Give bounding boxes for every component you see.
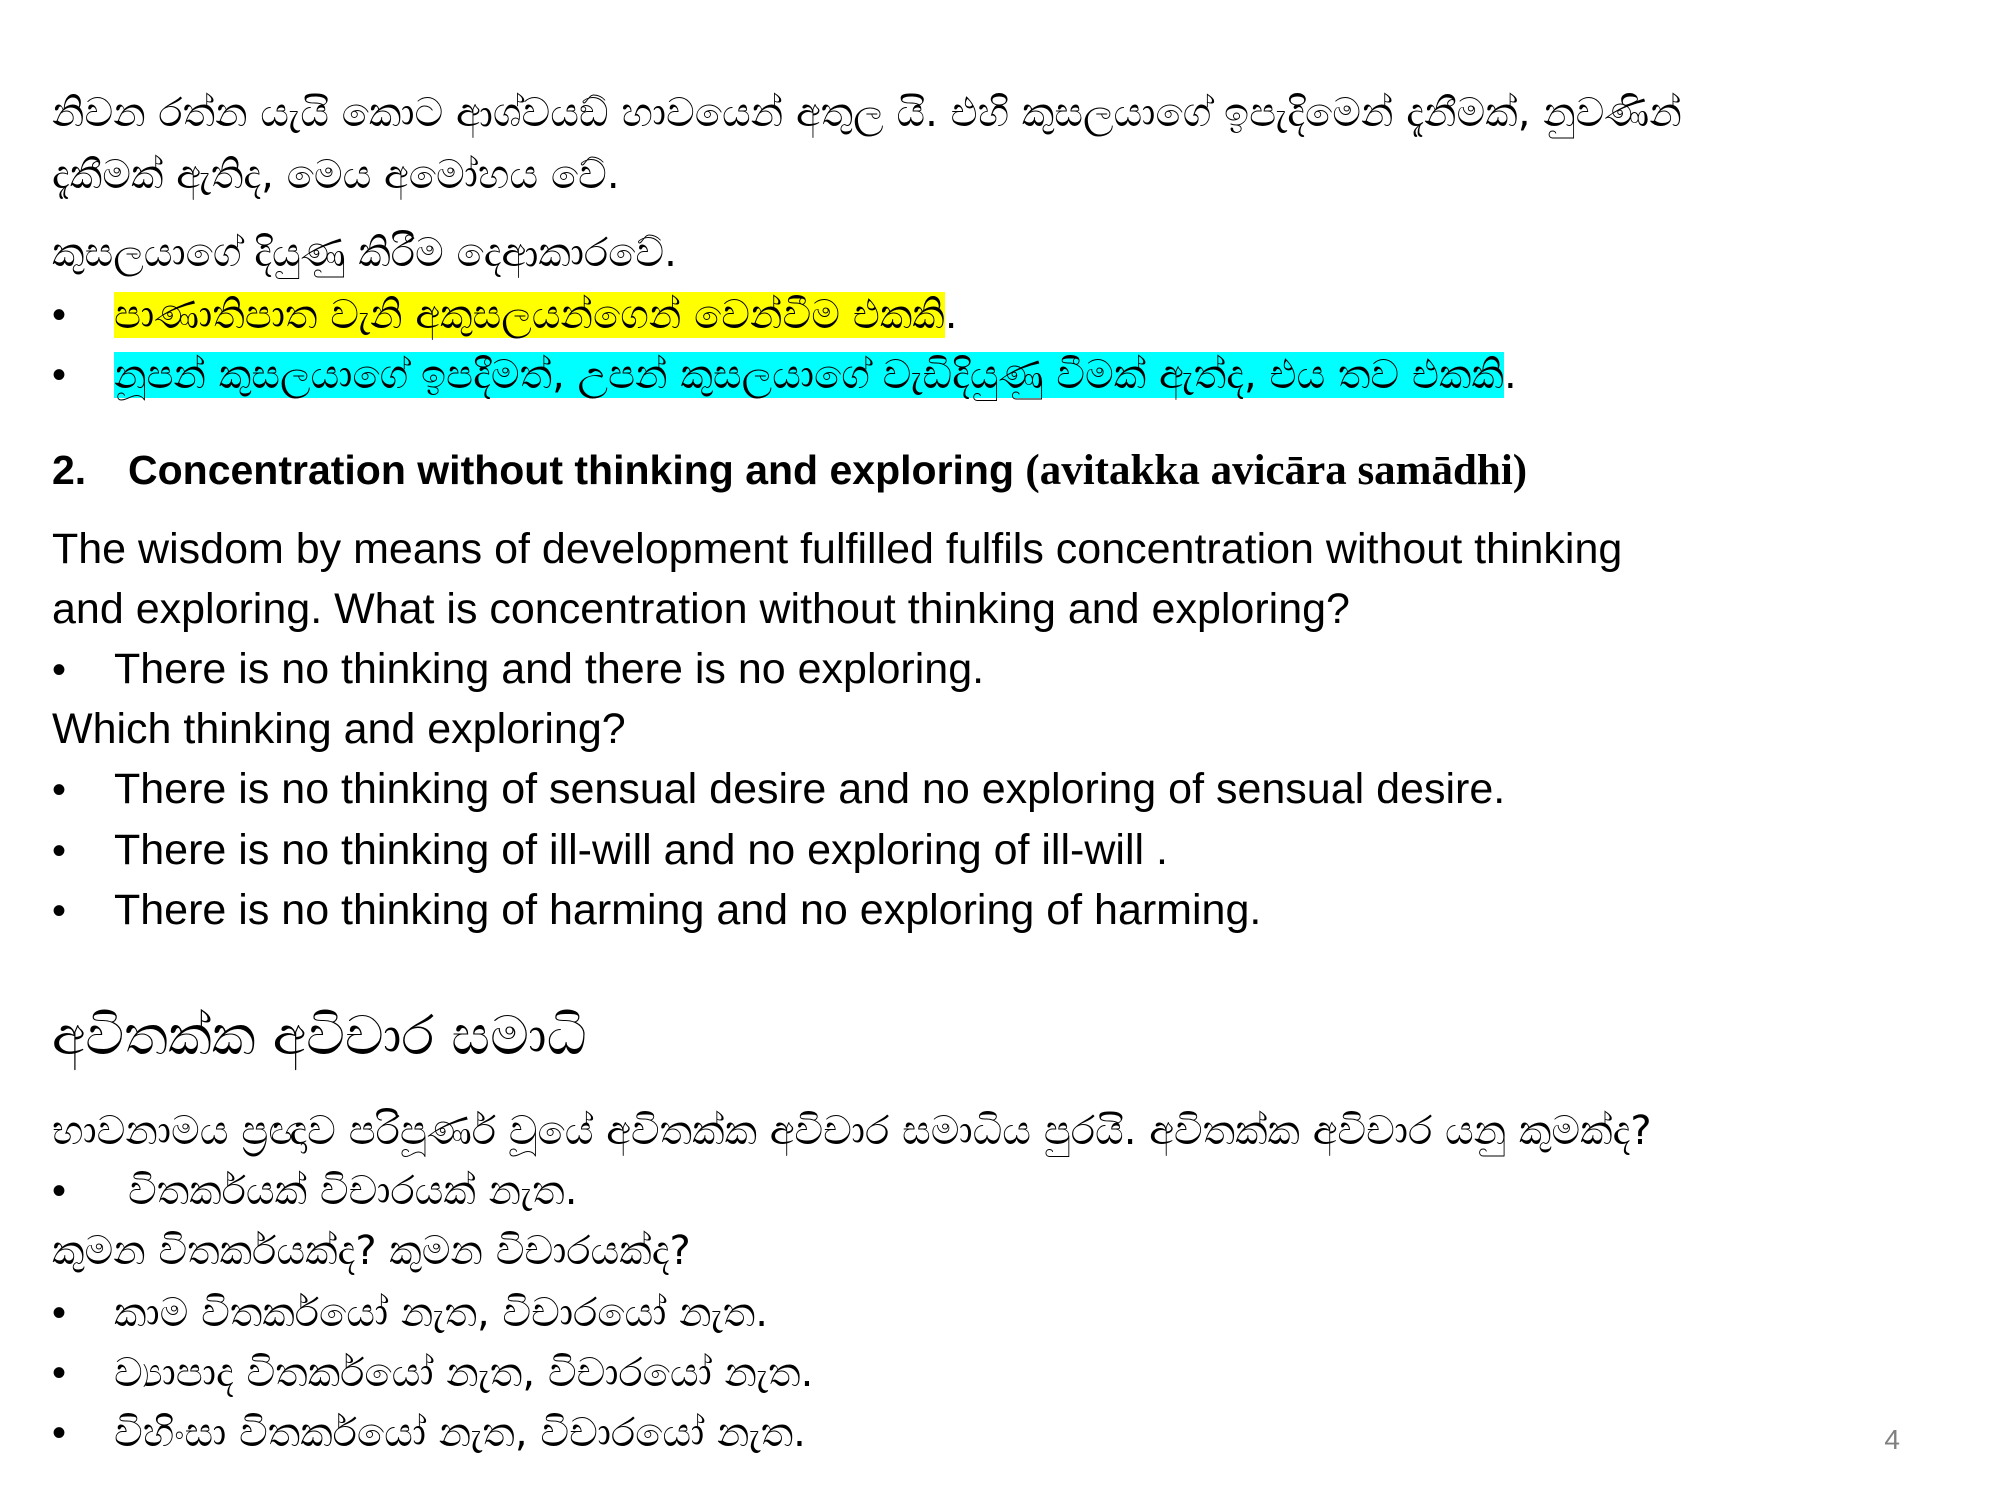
sinhala-bullet-item xyxy=(52,1282,768,1344)
sinhala-paragraph-line-1: නිවන රත්න යැයි කොට ආශ්වයඞ් හාවයෙන් අතුල යි. එහි කුසලයාගේ ඉපැදිමෙන් දැනීමක්, නුවණින් xyxy=(52,90,1682,136)
english-paragraph-line-2: and exploring. What is concentration without thinking and exploring? xyxy=(52,585,1350,633)
bullet-symbol: • xyxy=(52,1169,67,1213)
bullet-symbol: • xyxy=(52,648,67,692)
bullet-text: ව්‍යාපාද විතර්කයෝ නැත, විචාරයෝ නැත. xyxy=(114,1350,814,1396)
sinhala-highlight-bullet-1 xyxy=(52,284,958,346)
bullet-symbol: • xyxy=(52,1351,67,1395)
bullet-text: විහිංසා විතර්කයෝ නැත, විචාරයෝ නැත. xyxy=(114,1410,806,1456)
english-bullet-item xyxy=(52,826,1168,875)
english-bullet-item xyxy=(52,886,1261,935)
english-bullet-item xyxy=(52,765,1505,814)
sinhala-paragraph: භාවනාමය ප්‍රඥාව පරිපූර්ණ වූයේ අවිතක්ක අවිචාර සමාධිය පුරයි. අවිතක්ක අවිචාර යනු කුමක්ද? xyxy=(52,1108,1652,1154)
bullet-symbol: • xyxy=(52,889,67,933)
bullet-symbol: • xyxy=(52,1291,67,1335)
bullet-symbol: • xyxy=(52,768,67,812)
sinhala-highlight-bullet-2 xyxy=(52,344,1517,406)
bullet-symbol: • xyxy=(52,293,67,337)
section-number: 2. xyxy=(52,447,87,493)
bullet-text: There is no thinking and there is no exploring. xyxy=(114,645,985,693)
english-bullet-item xyxy=(52,645,984,694)
sinhala-bullet-item xyxy=(52,1402,806,1464)
section-title: Concentration without thinking and exploring xyxy=(128,447,1026,493)
sinhala-heading: අවිතක්ක අවිචාර සමාධි xyxy=(52,1004,587,1067)
bullet-tail: . xyxy=(1503,352,1517,398)
sinhala-bullet-item xyxy=(52,1160,577,1222)
page-number: 4 xyxy=(1884,1424,1900,1455)
bullet-text: There is no thinking of harming and no exploring of harming. xyxy=(114,886,1262,934)
sinhala-question: කුමන විතර්කයක්ද? කුමන විචාරයක්ද? xyxy=(52,1228,691,1274)
cyan-highlighted-text: නූපන් කුසලයාගේ ඉපදීමත්, උපන් කුසලයාගේ වැඩිදියුණු වීමක් ඇත්ද, එය තව එකකි xyxy=(114,352,1504,398)
english-question: Which thinking and exploring? xyxy=(52,705,626,753)
bullet-text: There is no thinking of sensual desire and no exploring of sensual desire. xyxy=(114,765,1506,813)
bullet-text: කාම විතර්කයෝ නැත, විචාරයෝ නැත. xyxy=(114,1290,768,1336)
bullet-symbol: • xyxy=(52,353,67,397)
bullet-symbol: • xyxy=(52,829,67,873)
bullet-symbol: • xyxy=(52,1411,67,1455)
sinhala-bullet-item xyxy=(52,1342,813,1404)
english-paragraph-line-1: The wisdom by means of development fulfilled fulfils concentration without thinking xyxy=(52,525,1623,573)
section-heading xyxy=(52,446,1527,495)
section-pali-title: (avitakka avicāra samādhi) xyxy=(1025,447,1528,494)
bullet-text: විතර්කයක් විචාරයක් නැත. xyxy=(128,1168,578,1214)
bullet-tail: . xyxy=(944,292,958,338)
yellow-highlighted-text: පාණාතිපාත වැනි අකුසලයන්ගෙන් වෙන්වීම එකකි xyxy=(114,292,945,338)
bullet-text: There is no thinking of ill-will and no exploring of ill-will . xyxy=(114,826,1168,874)
sinhala-paragraph-line-2: දැකීමක් ඇතිද, මෙය අමෝහය වේ. xyxy=(52,152,620,198)
sinhala-intro-line: කුසලයාගේ දියුණු කිරීම දෙආකාරවේ. xyxy=(52,230,677,276)
